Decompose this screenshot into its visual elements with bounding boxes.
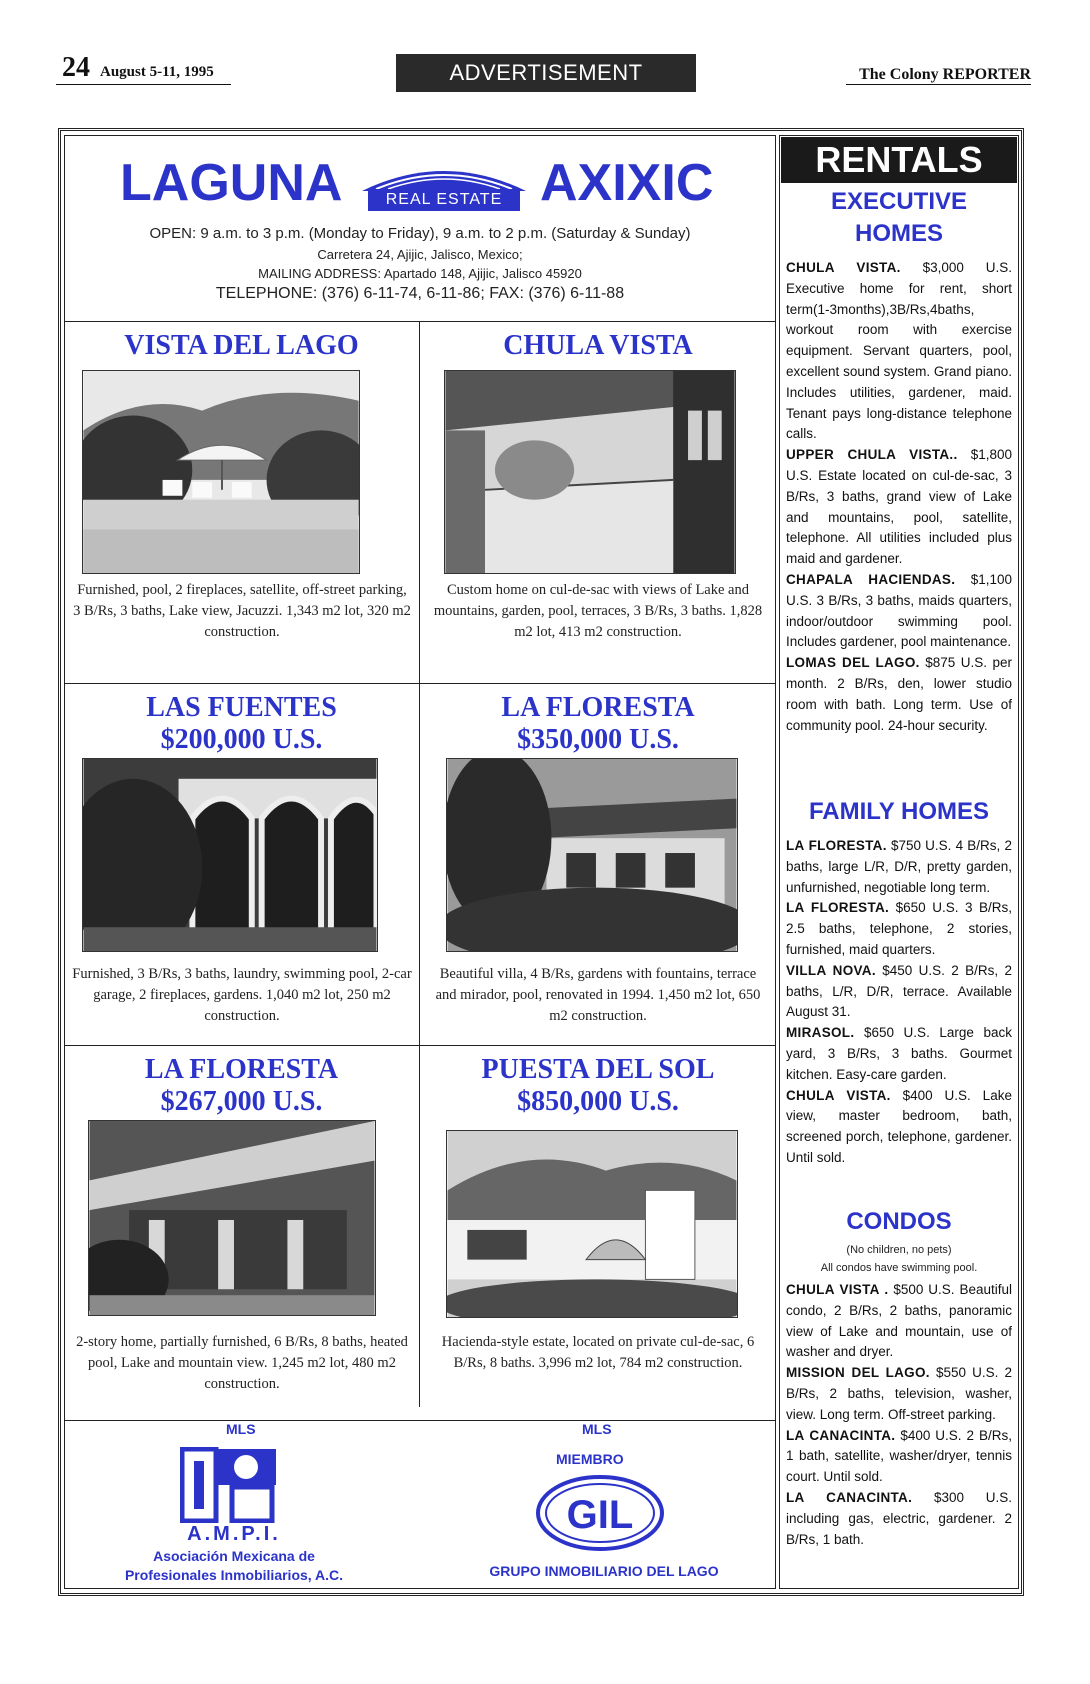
listing-name: LAS FUENTES — [146, 692, 337, 723]
agency-name-right: AXIXIC — [540, 154, 714, 212]
office-hours: OPEN: 9 a.m. to 3 p.m. (Monday to Friday), 9 a.m. to 2 p.m. (Saturday & Sunday) — [149, 225, 691, 242]
listing-price: $850,000 U.S. — [517, 1086, 679, 1117]
listing-name: CHULA VISTA — [503, 330, 693, 361]
advertisement-label: ADVERTISEMENT — [396, 54, 696, 92]
rental-item — [786, 445, 1012, 570]
property-photo — [446, 758, 738, 952]
listing-description: Furnished, 3 B/Rs, 3 baths, laundry, swimming pool, 2-car garage, 2 fireplaces, gardens. 1,040 m2 lot, 250 m2 construction. — [72, 966, 412, 1024]
rental-details: $1,800 U.S. Estate located on cul-de-sac, 3 B/Rs, 3 baths, grand view of Lake and mountains, pool, satellite, telephone. All utilities included plus maid and gardener. — [786, 447, 1012, 567]
rental-item — [786, 1488, 1012, 1550]
rental-name: CHAPALA HACIENDAS. — [786, 571, 956, 587]
rental-item — [786, 898, 1012, 960]
property-photo — [446, 1130, 738, 1318]
condos-note: (No children, no pets) — [846, 1244, 952, 1256]
rentals-heading: RENTALS — [781, 137, 1017, 183]
rental-details: $3,000 U.S. Executive home for rent, short term(1-3months),3B/Rs,4baths, workout room with exercise equipment. Servant quarters, pool, excellent sound system. Grand piano. Includes utilities, gardener, maid. Tenant pays long-distance telephone calls. — [786, 260, 1012, 442]
rental-details: $750 U.S. 4 B/Rs, 2 baths, large L/R, D/R, pretty garden, unfurnished, negotiable long term. — [786, 838, 1012, 895]
listing-price: $350,000 U.S. — [517, 724, 679, 755]
rental-details: $300 U.S. including gas, electric, gardener. 2 B/Rs, 1 bath. — [786, 1489, 1012, 1547]
gil-full-name: GRUPO INMOBILIARIO DEL LAGO — [489, 1563, 719, 1579]
rental-name: LA CANACINTA. — [786, 1427, 896, 1443]
rental-name: CHULA VISTA. — [786, 260, 901, 275]
listing-description: Furnished, pool, 2 fireplaces, satellite, off-street parking, 3 B/Rs, 3 baths, Lake view, Jacuzzi. 1,343 m2 lot, 320 m2 construction. — [73, 582, 411, 640]
rental-name: CHULA VISTA. — [786, 1087, 891, 1103]
rental-details: $400 U.S. Lake view, master bedroom, bath, screened porch, telephone, gardener. Until sold. — [786, 1087, 1012, 1165]
ampi-full-name — [94, 1547, 374, 1585]
affiliations-footer — [64, 1420, 776, 1589]
listing-card — [64, 683, 420, 1045]
mls-tag: MLS — [582, 1421, 612, 1437]
listing-price: $267,000 U.S. — [160, 1086, 323, 1117]
rental-details: $500 U.S. Beautiful condo, 2 B/Rs, 2 baths, panoramic view of Lake and mountain, use of washer and dryer. — [786, 1282, 1012, 1360]
rental-details: $450 U.S. 2 B/Rs, 2 baths, L/R, D/R, terrace. Available August 31. — [786, 962, 1012, 1020]
rental-name: VILLA NOVA. — [786, 962, 876, 978]
property-photo — [82, 758, 378, 952]
rental-item — [786, 1426, 1012, 1488]
listing-description: Hacienda-style estate, located on private cul-de-sac, 6 B/Rs, 8 baths. 3,996 m2 lot, 784 m2 construction. — [441, 1334, 755, 1371]
rental-details: $1,100 U.S. 3 B/Rs, 3 baths, maids quarters, indoor/outdoor swimming pool. Includes gardener, pool maintenance. — [786, 571, 1012, 650]
gil-member-label: MIEMBRO — [556, 1451, 624, 1467]
agency-header — [64, 135, 776, 321]
rental-name: MIRASOL. — [786, 1025, 855, 1041]
listing-name: PUESTA DEL SOL — [481, 1054, 715, 1085]
mailing-address: MAILING ADDRESS: Apartado 148, Ajijic, Jalisco 45920 — [258, 266, 582, 281]
rental-item — [786, 1280, 1012, 1363]
newspaper-name: The Colony REPORTER — [859, 66, 1031, 83]
listing-name: LA FLORESTA — [501, 692, 695, 723]
masthead-rule — [846, 84, 1031, 85]
rental-details: $650 U.S. Large back yard, 3 B/Rs, 3 baths. Gourmet kitchen. Easy-care garden. — [786, 1025, 1012, 1082]
listing-card — [420, 1045, 776, 1407]
rental-item — [786, 1363, 1012, 1425]
condos-title: CONDOS — [846, 1208, 952, 1235]
page-number: 24 — [62, 52, 90, 83]
executive-homes-title: HOMES — [854, 220, 943, 247]
ampi-logo-icon — [180, 1447, 278, 1523]
agency-name-left: LAGUNA — [120, 154, 343, 212]
ampi-acronym: A.M.P.I. — [187, 1523, 281, 1545]
masthead — [56, 50, 1031, 90]
listing-name: LA FLORESTA — [144, 1054, 339, 1085]
rental-item — [786, 570, 1012, 653]
listing-description: Beautiful villa, 4 B/Rs, gardens with fountains, terrace and mirador, pool, renovated in 1994. 1,450 m2 lot, 650 m2 construction. — [435, 966, 761, 1024]
rental-name: LA CANACINTA. — [786, 1489, 913, 1505]
rental-name: MISSION DEL LAGO. — [786, 1365, 930, 1381]
street-address: Carretera 24, Ajijic, Jalisco, Mexico; — [317, 247, 523, 262]
property-photo — [444, 370, 736, 574]
ampi-name-line: Asociación Mexicana de — [153, 1548, 315, 1564]
gil-logo-text: GIL — [566, 1493, 634, 1537]
listing-description: Custom home on cul-de-sac with views of Lake and mountains, garden, pool, terraces, 3 B/Rs, 3 baths. 1,828 m2 lot, 413 m2 construction. — [433, 582, 763, 640]
rental-item — [786, 836, 1012, 898]
issue-date: August 5-11, 1995 — [100, 64, 214, 80]
listing-name: VISTA DEL LAGO — [124, 330, 359, 361]
family-homes-title: FAMILY HOMES — [808, 798, 990, 825]
rental-details: $400 U.S. 2 B/Rs, 1 bath, satellite, washer/dryer, tennis court. Until sold. — [786, 1427, 1012, 1485]
property-photo — [82, 370, 360, 574]
rental-item — [786, 1086, 1012, 1169]
rental-name: CHULA VISTA . — [786, 1282, 889, 1297]
rental-item — [786, 258, 1012, 445]
ampi-name-line: Profesionales Inmobiliarios, A.C. — [124, 1567, 344, 1583]
rental-details: $875 U.S. per month. 2 B/Rs, den, lower studio room with bath. Long term. Use of community pool. 24-hour security. — [786, 655, 1012, 733]
telephone-fax: TELEPHONE: (376) 6-11-74, 6-11-86; FAX: (376) 6-11-88 — [215, 285, 625, 302]
family-rentals-list — [786, 836, 1012, 1169]
agency-logo — [64, 153, 776, 213]
real-estate-label: REAL ESTATE — [368, 189, 520, 211]
listing-description: 2-story home, partially furnished, 6 B/Rs, 8 baths, heated pool, Lake and mountain view. 1,245 m2 lot, 480 m2 construction. — [76, 1334, 408, 1392]
listing-price: $200,000 U.S. — [160, 724, 323, 755]
rental-item — [786, 1023, 1012, 1085]
executive-homes-title: EXECUTIVE — [830, 188, 968, 215]
rental-name: UPPER CHULA VISTA.. — [786, 447, 958, 463]
rental-name: LA FLORESTA. — [786, 838, 887, 853]
condos-note: All condos have swimming pool. — [820, 1262, 978, 1274]
masthead-rule — [56, 84, 231, 85]
gil-logo-icon — [534, 1473, 666, 1553]
rental-details: $550 U.S. 2 B/Rs, 2 baths, television, washer, view. Long term. Off-street parking. — [786, 1365, 1012, 1422]
rental-item — [786, 961, 1012, 1023]
listing-card — [64, 321, 420, 683]
condo-rentals-list — [786, 1280, 1012, 1550]
rental-item — [786, 653, 1012, 736]
listing-card — [420, 321, 776, 683]
property-photo — [88, 1120, 376, 1316]
rental-name: LA FLORESTA. — [786, 900, 890, 916]
listing-card — [64, 1045, 420, 1407]
rental-name: LOMAS DEL LAGO. — [786, 655, 920, 671]
mls-tag: MLS — [226, 1421, 256, 1437]
roof-emblem-icon — [354, 159, 534, 211]
listing-card — [420, 683, 776, 1045]
rental-details: $650 U.S. 3 B/Rs, 2.5 baths, telephone, 2 stories, furnished, maid quarters. — [786, 900, 1012, 957]
executive-rentals-list — [786, 258, 1012, 736]
